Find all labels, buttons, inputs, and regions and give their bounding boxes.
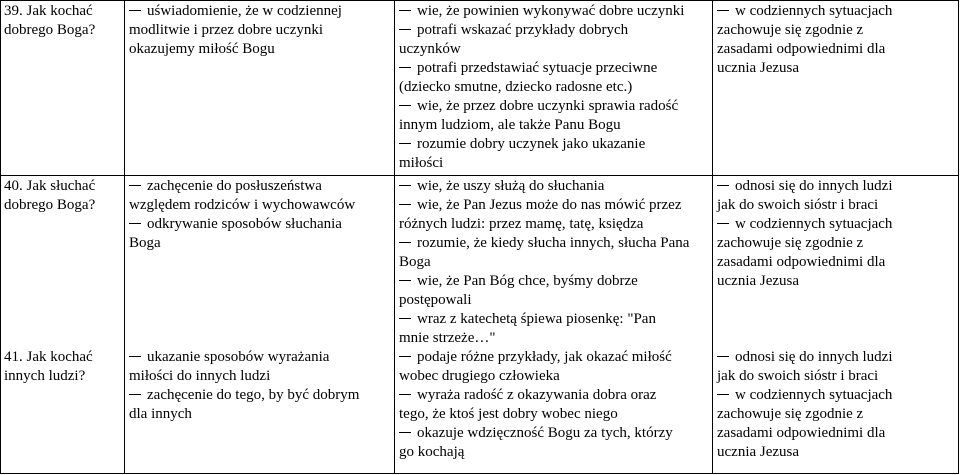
text-line: [4, 196, 120, 215]
dash-bullet-icon: [399, 318, 411, 319]
table-row: [1, 176, 959, 474]
text-line: [399, 97, 708, 116]
text-line: [399, 135, 708, 154]
line-text: wie, że Pan Bóg chce, byśmy dobrze: [417, 273, 638, 289]
line-text: rozumie, że kiedy słucha innych, słucha Pana: [417, 235, 690, 251]
line-text: w codziennych sytuacjach: [735, 216, 893, 232]
text-line: [129, 2, 390, 21]
text-line: [399, 253, 708, 272]
text-line: [717, 424, 954, 443]
text-line: [129, 272, 390, 291]
dash-bullet-icon: [717, 356, 729, 357]
text-line: [399, 272, 708, 291]
line-text: okazujemy miłość Bogu: [129, 41, 275, 57]
content-cell: [125, 176, 395, 474]
line-text: zachowuje się zgodnie z: [717, 22, 864, 38]
text-line: [4, 253, 120, 272]
line-text: jak do swoich sióstr i braci: [717, 197, 879, 213]
line-text: miłości: [399, 155, 444, 171]
line-text: w codziennych sytuacjach: [735, 387, 893, 403]
dash-bullet-icon: [717, 394, 729, 395]
content-cell: [125, 1, 395, 176]
dash-bullet-icon: [399, 105, 411, 106]
text-line: [717, 2, 954, 21]
text-line: [717, 196, 954, 215]
line-text: różnych ludzi: przez mamę, tatę, księdza: [399, 216, 644, 232]
dash-bullet-icon: [399, 143, 411, 144]
line-text: 40. Jak słuchać: [4, 178, 96, 194]
text-line: [4, 21, 120, 40]
line-text: postępowali: [399, 292, 472, 308]
requirements-cell: [395, 1, 713, 176]
text-line: [399, 196, 708, 215]
text-line: [717, 21, 954, 40]
line-text: podaje różne przykłady, jak okazać miłość: [417, 349, 672, 365]
text-line: [4, 291, 120, 310]
text-line: [717, 177, 954, 196]
dash-bullet-icon: [129, 185, 141, 186]
text-line: [717, 253, 954, 272]
line-text: wie, że Pan Jezus może do nas mówić przez: [417, 197, 682, 213]
text-line: [399, 215, 708, 234]
text-line: [717, 40, 954, 59]
line-text: odkrywanie sposobów słuchania: [147, 216, 342, 232]
line-text: potrafi przedstawiać sytuacje przeciwne: [417, 60, 658, 76]
dash-bullet-icon: [129, 394, 141, 395]
line-text: dobrego Boga?: [4, 197, 96, 213]
dash-bullet-icon: [399, 356, 411, 357]
line-text: wyraża radość z okazywania dobra oraz: [417, 387, 657, 403]
line-text: wie, że powinien wykonywać dobre uczynki: [417, 3, 685, 19]
text-line: [129, 196, 390, 215]
topic-cell: [1, 1, 125, 176]
line-text: w codziennych sytuacjach: [735, 3, 893, 19]
line-text: jak do swoich sióstr i braci: [717, 368, 879, 384]
dash-bullet-icon: [399, 242, 411, 243]
dash-bullet-icon: [399, 10, 411, 11]
line-text: uczynków: [399, 41, 461, 57]
line-text: rozumie dobry uczynek jako ukazanie: [417, 136, 646, 152]
text-line: [399, 2, 708, 21]
line-text: Boga: [399, 254, 431, 270]
text-line: [129, 291, 390, 310]
line-text: tego, że ktoś jest dobry wobec niego: [399, 406, 618, 422]
text-line: [399, 291, 708, 310]
line-text: innych ludzi?: [4, 368, 86, 384]
text-line: [129, 40, 390, 59]
text-line: [717, 367, 954, 386]
dash-bullet-icon: [717, 223, 729, 224]
text-line: [399, 348, 708, 367]
text-line: [4, 177, 120, 196]
text-line: [4, 234, 120, 253]
text-line: [129, 405, 390, 424]
text-line: [399, 367, 708, 386]
text-line: [4, 348, 120, 367]
line-text: uświadomienie, że w codziennej: [147, 3, 342, 19]
text-line: [129, 367, 390, 386]
line-text: ucznia Jezusa: [717, 60, 800, 76]
text-line: [399, 386, 708, 405]
line-text: 41. Jak kochać: [4, 349, 93, 365]
text-line: [399, 78, 708, 97]
line-text: zasadami odpowiednimi dla: [717, 41, 886, 57]
line-text: miłości do innych ludzi: [129, 368, 271, 384]
line-text: zasadami odpowiednimi dla: [717, 254, 886, 270]
line-text: zasadami odpowiednimi dla: [717, 425, 886, 441]
line-text: potrafi wskazać przykłady dobrych: [417, 22, 629, 38]
line-text: Boga: [129, 235, 161, 251]
dash-bullet-icon: [399, 394, 411, 395]
dash-bullet-icon: [399, 185, 411, 186]
text-line: [399, 443, 708, 462]
line-text: okazuje wdzięczność Bogu za tych, którzy: [417, 425, 673, 441]
dash-bullet-icon: [399, 29, 411, 30]
line-text: wraz z katechetą śpiewa piosenkę: "Pan: [417, 311, 656, 327]
text-line: [129, 215, 390, 234]
line-text: wobec drugiego człowieka: [399, 368, 560, 384]
text-line: [717, 443, 954, 462]
text-line: [129, 253, 390, 272]
line-text: zachowuje się zgodnie z: [717, 235, 864, 251]
attitudes-cell: [713, 176, 959, 474]
text-line: [399, 116, 708, 135]
attitudes-cell: [713, 1, 959, 176]
dash-bullet-icon: [399, 432, 411, 433]
dash-bullet-icon: [399, 204, 411, 205]
dash-bullet-icon: [399, 280, 411, 281]
line-text: wie, że uszy służą do słuchania: [417, 178, 605, 194]
text-line: [717, 405, 954, 424]
dash-bullet-icon: [129, 356, 141, 357]
line-text: ucznia Jezusa: [717, 273, 800, 289]
line-text: zachęcenie do tego, by być dobrym: [147, 387, 360, 403]
line-text: modlitwie i przez dobre uczynki: [129, 22, 324, 38]
text-line: [129, 177, 390, 196]
topic-cell: [1, 176, 125, 474]
text-line: [717, 386, 954, 405]
line-text: odnosi się do innych ludzi: [735, 178, 893, 194]
requirements-cell: [395, 176, 713, 474]
line-text: innym ludziom, ale także Panu Bogu: [399, 117, 621, 133]
text-line: [4, 310, 120, 329]
text-line: [399, 40, 708, 59]
text-line: [4, 329, 120, 348]
line-text: odnosi się do innych ludzi: [735, 349, 893, 365]
text-line: [4, 2, 120, 21]
text-line: [717, 272, 954, 291]
line-text: zachowuje się zgodnie z: [717, 406, 864, 422]
text-line: [717, 310, 954, 329]
line-text: (dziecko smutne, dziecko radosne etc.): [399, 79, 633, 95]
text-line: [129, 21, 390, 40]
dash-bullet-icon: [717, 185, 729, 186]
line-text: go kochają: [399, 444, 465, 460]
text-line: [717, 59, 954, 78]
text-line: [717, 291, 954, 310]
text-line: [399, 59, 708, 78]
text-line: [717, 215, 954, 234]
dash-bullet-icon: [717, 10, 729, 11]
line-text: 39. Jak kochać: [4, 3, 93, 19]
text-line: [129, 234, 390, 253]
dash-bullet-icon: [129, 10, 141, 11]
text-line: [399, 329, 708, 348]
text-line: [399, 177, 708, 196]
line-text: względem rodziców i wychowawców: [129, 197, 356, 213]
text-line: [717, 329, 954, 348]
line-text: dla innych: [129, 406, 192, 422]
text-line: [717, 234, 954, 253]
text-line: [717, 348, 954, 367]
text-line: [399, 21, 708, 40]
text-line: [399, 424, 708, 443]
line-text: dobrego Boga?: [4, 22, 96, 38]
text-line: [399, 154, 708, 173]
text-line: [399, 310, 708, 329]
line-text: zachęcenie do posłuszeństwa: [147, 178, 322, 194]
text-line: [4, 215, 120, 234]
text-line: [399, 405, 708, 424]
text-line: [129, 386, 390, 405]
dash-bullet-icon: [399, 67, 411, 68]
text-line: [129, 348, 390, 367]
table-row: [1, 1, 959, 176]
text-line: [129, 310, 390, 329]
line-text: ucznia Jezusa: [717, 444, 800, 460]
text-line: [399, 234, 708, 253]
text-line: [129, 329, 390, 348]
text-line: [4, 272, 120, 291]
line-text: ukazanie sposobów wyrażania: [147, 349, 330, 365]
line-text: wie, że przez dobre uczynki sprawia radość: [417, 98, 679, 114]
text-line: [4, 367, 120, 386]
line-text: mnie strzeże…": [399, 330, 496, 346]
dash-bullet-icon: [129, 223, 141, 224]
